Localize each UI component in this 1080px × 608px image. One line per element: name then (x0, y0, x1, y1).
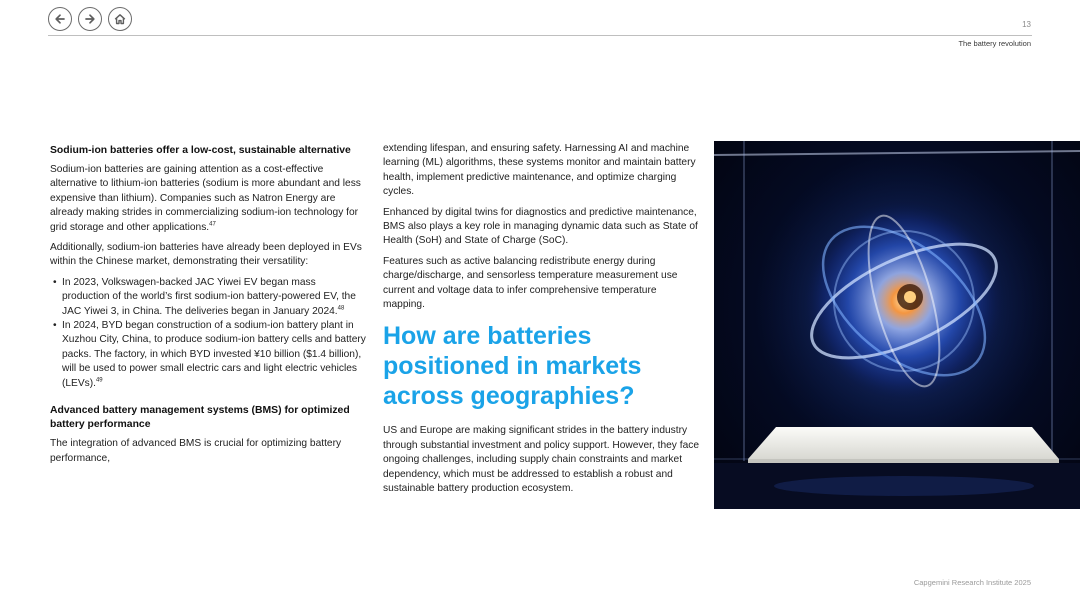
paragraph: extending lifespan, and ensuring safety. Harnessing AI and machine learning (ML) algorithms, these systems monitor and maintain battery health, implement predictive maintenance, and optimize charging cycles. (383, 143, 696, 198)
home-icon (113, 12, 127, 26)
running-title: The battery revolution (958, 39, 1031, 48)
paragraph (50, 163, 366, 235)
paragraph: US and Europe are making significant strides in the battery industry through substantial investment and policy support. However, they face ongoing challenges, including supply chain constraints and market dependency, which must be addressed to establish a robust and sustainable battery production ecosystem. (383, 425, 699, 495)
hero-image (714, 141, 1080, 509)
home-button[interactable] (108, 7, 132, 31)
energy-sphere-illustration (714, 141, 1080, 509)
section-heading-geographies: How are batteries positioned in markets across geographies? (383, 322, 642, 411)
left-column (50, 144, 366, 472)
footnote-ref[interactable]: 49 (95, 377, 103, 384)
paragraph: The integration of advanced BMS is crucial for optimizing battery performance, (50, 438, 342, 464)
section-heading-bms: Advanced battery management systems (BMS) for optimized battery performance (50, 405, 350, 431)
forward-button[interactable] (78, 7, 102, 31)
page-number: 13 (1022, 20, 1031, 29)
arrow-right-icon (83, 12, 97, 26)
section-heading-sodium-ion: Sodium-ion batteries offer a low-cost, sustainable alternative (50, 145, 351, 156)
paragraph-text: Sodium-ion batteries are gaining attention as a cost-effective alternative to lithium-ion batteries (sodium is more abundant and less expensive than lithium). Companies such as Natron Energy are already making strides in commercializing sodium-ion technology for grid storage and other applications. (50, 164, 361, 233)
list-item-text: In 2024, BYD began construction of a sodium-ion battery plant in Xuzhou City, China, to produce sodium-ion battery cells and battery packs. The factory, in which BYD invested ¥10 billion ($1.4 billion), will be used to power small electric cars and light electric vehicles (LEVs). (62, 320, 366, 389)
arrow-left-icon (53, 12, 67, 26)
list-item (50, 319, 366, 391)
nav-bar (48, 7, 132, 31)
footnote-ref[interactable]: 48 (337, 305, 345, 312)
paragraph: Features such as active balancing redistribute energy during charge/discharge, and sensorless temperature measurement use current and voltage data to infer comprehensive temperature mapping. (383, 255, 678, 311)
paragraph: Enhanced by digital twins for diagnostics and predictive maintenance, BMS also plays a key role in managing dynamic data such as State of Health (SoH) and State of Charge (SoC). (383, 206, 698, 247)
list-item (50, 276, 366, 319)
back-button[interactable] (48, 7, 72, 31)
header-divider (48, 35, 1032, 36)
bullet-list (50, 276, 366, 391)
middle-column (383, 142, 701, 503)
footnote-ref[interactable]: 47 (209, 221, 216, 228)
footer-text: Capgemini Research Institute 2025 (913, 578, 1031, 587)
list-item-text: In 2023, Volkswagen-backed JAC Yiwei EV began mass production of the world’s first sodium-ion battery-powered EV, the JAC Yiwei 3, in China. The deliveries began in January 2024. (62, 276, 356, 317)
paragraph: Additionally, sodium-ion batteries have already been deployed in EVs within the Chinese market, demonstrating their versatility: (50, 242, 362, 268)
